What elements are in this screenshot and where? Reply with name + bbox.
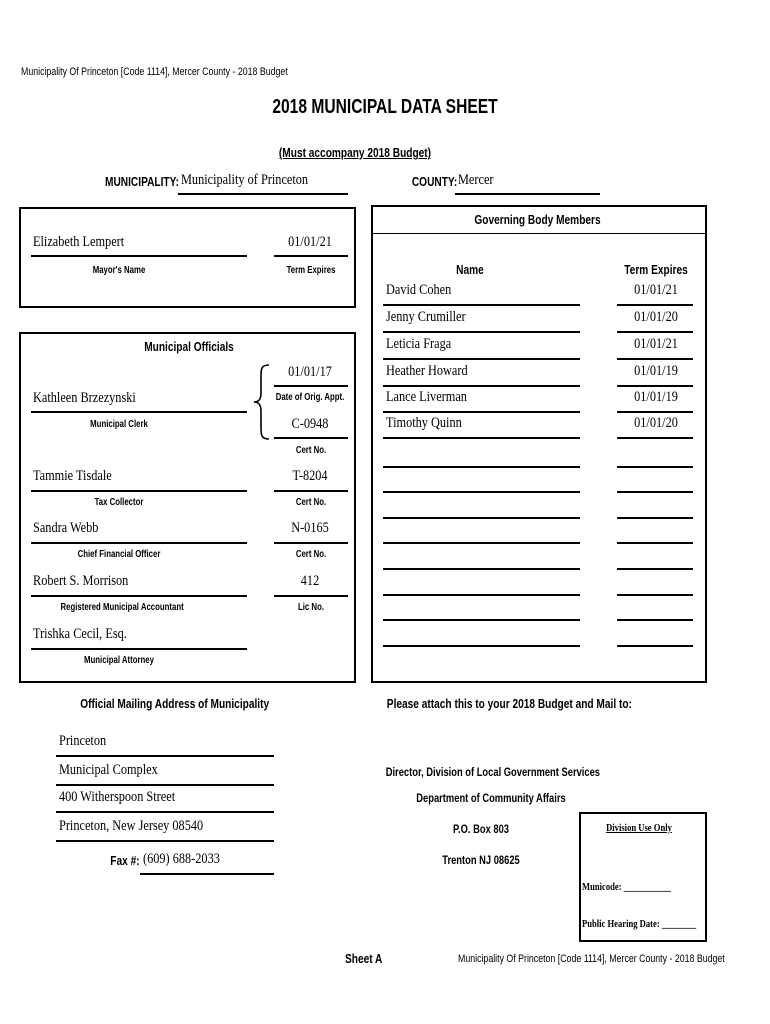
gb-member-term: 01/01/21 <box>634 336 678 352</box>
footer-note: Municipality Of Princeton [Code 1114], Mercer County - 2018 Budget <box>458 953 725 965</box>
gb-term-header: Term Expires <box>624 262 688 277</box>
attorney-label: Municipal Attorney <box>84 655 154 666</box>
accountant-line <box>31 595 247 597</box>
mailing-line1: Princeton <box>59 733 107 749</box>
cfo-label: Chief Financial Officer <box>77 549 161 560</box>
clerk-appt-label: Date of Orig. Appt. <box>275 392 345 403</box>
gb-member-name: Jenny Crumiller <box>386 309 466 325</box>
municipality-value: Municipality of Princeton <box>181 172 309 188</box>
gb-term-line <box>617 331 693 333</box>
gb-term-line <box>617 411 693 413</box>
clerk-name-line <box>31 411 247 413</box>
page-title: 2018 MUNICIPAL DATA SHEET <box>272 96 498 118</box>
mayor-name: Elizabeth Lempert <box>33 234 125 250</box>
gb-member-term: 01/01/20 <box>634 309 678 325</box>
mailing-line2-rule <box>56 784 274 786</box>
attorney-name: Trishka Cecil, Esq. <box>33 626 127 642</box>
gb-term-line <box>617 437 693 439</box>
gb-blank-name-line <box>383 491 580 493</box>
municode-field: Municode: ___________ <box>582 881 671 893</box>
gb-blank-term-line <box>617 619 693 621</box>
cfo-cert-line <box>274 542 348 544</box>
accountant-lic-label: Lic No. <box>297 602 325 613</box>
accountant-name: Robert S. Morrison <box>33 573 129 589</box>
sheet-label: Sheet A <box>345 951 383 966</box>
gb-name-line <box>383 385 580 387</box>
tax-collector-cert-label: Cert No. <box>295 497 327 508</box>
send-to-heading: Please attach this to your 2018 Budget and Mail to: <box>386 696 632 711</box>
page-subtitle: (Must accompany 2018 Budget) <box>278 145 432 160</box>
gb-member-term: 01/01/21 <box>634 282 678 298</box>
gb-name-line <box>383 331 580 333</box>
gb-name-line <box>383 411 580 413</box>
gb-blank-term-line <box>617 466 693 468</box>
mayor-box <box>19 207 356 308</box>
tax-collector-label: Tax Collector <box>94 497 144 508</box>
tax-collector-cert: T-8204 <box>292 468 328 484</box>
gb-member-term: 01/01/20 <box>634 415 678 431</box>
gb-member-name: Heather Howard <box>386 363 468 379</box>
header-note: Municipality Of Princeton [Code 1114], Mercer County - 2018 Budget <box>21 66 288 78</box>
gb-blank-term-line <box>617 568 693 570</box>
cfo-cert: N-0165 <box>291 520 329 536</box>
gb-member-term: 01/01/19 <box>634 363 678 379</box>
gb-blank-term-line <box>617 645 693 647</box>
gb-member-term: 01/01/19 <box>634 389 678 405</box>
mailing-line2: Municipal Complex <box>59 762 158 778</box>
public-hearing-field: Public Hearing Date: ________ <box>582 918 697 930</box>
gb-blank-term-line <box>617 517 693 519</box>
accountant-label: Registered Municipal Accountant <box>60 602 184 613</box>
mayor-term-line <box>274 255 348 257</box>
gb-blank-term-line <box>617 542 693 544</box>
mailing-line4: Princeton, New Jersey 08540 <box>59 818 204 834</box>
gb-blank-name-line <box>383 517 580 519</box>
gb-name-header: Name <box>456 262 484 277</box>
mailing-line3-rule <box>56 811 274 813</box>
gb-blank-term-line <box>617 594 693 596</box>
clerk-cert-line <box>274 437 348 439</box>
fax-value: (609) 688-2033 <box>143 851 220 867</box>
county-label: COUNTY: <box>411 174 458 189</box>
accountant-lic: 412 <box>300 573 320 589</box>
tax-collector-cert-line <box>274 490 348 492</box>
mayor-name-label: Mayor's Name <box>92 265 146 276</box>
clerk-cert-label: Cert No. <box>295 445 327 456</box>
clerk-name: Kathleen Brzezynski <box>33 390 136 406</box>
gb-blank-name-line <box>383 645 580 647</box>
mailing-line4-rule <box>56 840 274 842</box>
gb-blank-name-line <box>383 568 580 570</box>
gb-member-name: Timothy Quinn <box>386 415 462 431</box>
mayor-term-label: Term Expires <box>286 265 336 276</box>
gb-term-line <box>617 385 693 387</box>
gb-blank-name-line <box>383 466 580 468</box>
send-to-line3: P.O. Box 803 <box>452 822 510 836</box>
division-use-title: Division Use Only <box>606 822 672 834</box>
gb-blank-name-line <box>383 542 580 544</box>
gb-blank-name-line <box>383 619 580 621</box>
gb-name-line <box>383 358 580 360</box>
gb-term-line <box>617 304 693 306</box>
mailing-line1-rule <box>56 755 274 757</box>
send-to-line1: Director, Division of Local Government Services <box>385 765 601 779</box>
clerk-cert: C-0948 <box>291 416 329 432</box>
clerk-appt-line <box>274 385 348 387</box>
gb-name-line <box>383 304 580 306</box>
cfo-name: Sandra Webb <box>33 520 99 536</box>
county-line <box>455 193 600 195</box>
cfo-line <box>31 542 247 544</box>
mailing-heading: Official Mailing Address of Municipality <box>80 696 270 711</box>
gb-name-line <box>383 437 580 439</box>
gb-blank-term-line <box>617 491 693 493</box>
mayor-name-line <box>31 255 247 257</box>
municipality-line <box>178 193 348 195</box>
send-to-line4: Trenton NJ 08625 <box>442 853 520 867</box>
mayor-term: 01/01/21 <box>288 234 332 250</box>
mailing-line3: 400 Witherspoon Street <box>59 789 176 805</box>
county-value: Mercer <box>458 172 494 188</box>
brace-icon <box>252 363 272 441</box>
cfo-cert-label: Cert No. <box>295 549 327 560</box>
gb-blank-name-line <box>383 594 580 596</box>
clerk-appt-date: 01/01/17 <box>288 364 332 380</box>
governing-body-heading-rule <box>373 233 705 234</box>
tax-collector-name: Tammie Tisdale <box>33 468 112 484</box>
fax-rule <box>140 873 274 875</box>
gb-member-name: Lance Liverman <box>386 389 467 405</box>
gb-member-name: Leticia Fraga <box>386 336 452 352</box>
gb-member-name: David Cohen <box>386 282 452 298</box>
attorney-line <box>31 648 247 650</box>
officials-heading: Municipal Officials <box>144 339 234 354</box>
send-to-line2: Department of Community Affairs <box>416 791 566 805</box>
municipality-label: MUNICIPALITY: <box>105 174 179 189</box>
gb-term-line <box>617 358 693 360</box>
fax-label: Fax #: <box>110 853 140 868</box>
clerk-label: Municipal Clerk <box>90 419 148 430</box>
tax-collector-line <box>31 490 247 492</box>
governing-body-heading: Governing Body Members <box>474 212 601 227</box>
accountant-lic-line <box>274 595 348 597</box>
